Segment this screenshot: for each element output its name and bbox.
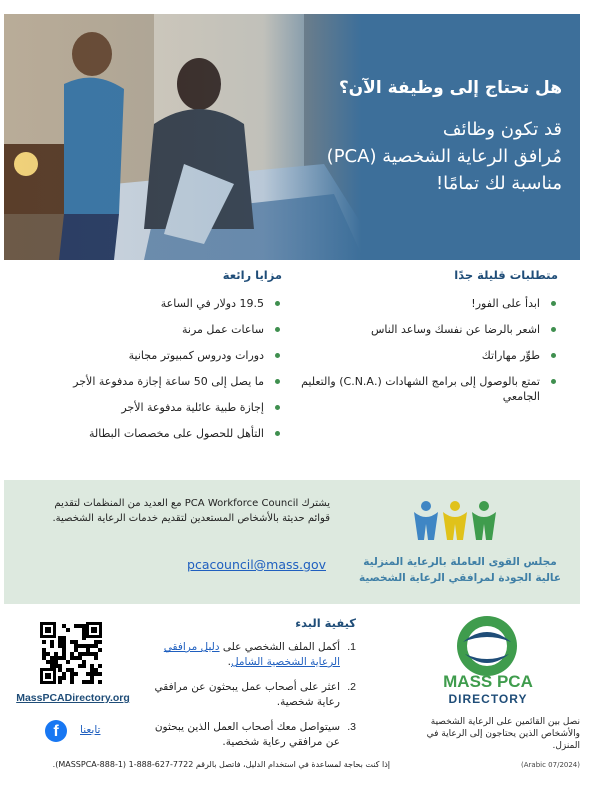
- requirement-item: [288, 296, 558, 311]
- council-name-line: مجلس القوى العاملة بالرعاية المنزلية: [363, 556, 557, 568]
- bullet-icon: [275, 431, 280, 436]
- bullet-icon: [275, 301, 280, 306]
- step-number: 1.: [347, 641, 356, 653]
- facebook-icon[interactable]: f: [45, 720, 67, 742]
- requirements-column: [288, 268, 558, 415]
- hero-body: [262, 116, 562, 197]
- benefits-column: [20, 268, 282, 452]
- bullet-icon: [551, 301, 556, 306]
- benefit-text: التأهل للحصول على مخصصات البطالة: [88, 427, 264, 440]
- council-email-link[interactable]: pcacouncil@mass.gov: [187, 557, 326, 572]
- benefit-text: ساعات عمل مرنة: [181, 323, 264, 336]
- requirement-text: تمتع بالوصول إلى برامج الشهادات (.C.N.A) والتعليم الجامعي: [301, 375, 540, 403]
- bullet-icon: [275, 379, 280, 384]
- bullet-icon: [275, 353, 280, 358]
- hero-line: قد تكون وظائف: [442, 119, 562, 140]
- step-item: [146, 720, 356, 750]
- mass-pca-tagline: نصل بين القائمين على الرعاية الشخصية والأشخاص الذين يحتاجون إلى الرعاية في المنزل.: [426, 717, 580, 751]
- benefit-item: [20, 400, 282, 415]
- directory-url-link[interactable]: MassPCADirectory.org: [16, 692, 130, 704]
- benefit-text: 19.5 دولار في الساعة: [160, 297, 264, 310]
- bullet-icon: [551, 327, 556, 332]
- step-text-end: .: [227, 656, 231, 668]
- requirement-text: طوِّر مهاراتك: [481, 349, 540, 362]
- benefit-text: ما يصل إلى 50 ساعة إجازة مدفوعة الأجر: [73, 375, 264, 388]
- requirement-item: [288, 348, 558, 363]
- version-code: (07/2024 Arabic): [521, 761, 580, 769]
- follow-us-link[interactable]: تابعنا: [80, 724, 101, 736]
- directory-link[interactable]: دليل مرافقي الرعاية الشخصية الشامل: [163, 641, 340, 668]
- requirement-item: [288, 374, 558, 404]
- requirement-item: [288, 322, 558, 337]
- bullet-icon: [275, 405, 280, 410]
- getting-started-heading: كيفية البدء: [295, 616, 356, 630]
- benefit-item: [20, 348, 282, 363]
- benefit-item: [20, 296, 282, 311]
- bullet-icon: [551, 379, 556, 384]
- step-number: 3.: [347, 721, 356, 733]
- requirements-heading: متطلبات قليلة جدًا: [454, 268, 558, 282]
- step-number: 2.: [347, 681, 356, 693]
- council-band: [4, 480, 580, 604]
- council-name-line: عالية الجودة لمرافقي الرعاية الشخصية: [358, 572, 562, 584]
- step-text: أكمل الملف الشخصي على: [219, 641, 340, 653]
- step-item: [146, 680, 356, 710]
- mass-pca-logo-icon: [441, 612, 533, 680]
- bullet-icon: [275, 327, 280, 332]
- step-text: سيتواصل معك أصحاب العمل الذين يبحثون عن مرافقي رعاية شخصية.: [154, 721, 340, 748]
- help-text: إذا كنت بحاجة لمساعدة في استخدام الدليل، فاتصل بالرقم 7722-627-888-1 (1-888-MASSPCA).: [52, 760, 390, 769]
- hero-text: [262, 78, 562, 197]
- benefits-heading: مزايا رائعة: [222, 268, 282, 282]
- hero-line: مُرافق الرعاية الشخصية (PCA): [326, 146, 562, 167]
- benefit-text: إجازة طبية عائلية مدفوعة الأجر: [121, 401, 264, 414]
- benefit-text: دورات ودروس كمبيوتر مجانية: [128, 349, 264, 362]
- benefit-item: [20, 374, 282, 389]
- getting-started: [146, 616, 356, 760]
- requirement-text: اشعر بالرضا عن نفسك وساعد الناس: [370, 323, 540, 336]
- step-text: اعثر على أصحاب عمل يبحثون عن مرافقي رعاية شخصية.: [154, 681, 340, 708]
- hero-title: هل تحتاج إلى وظيفة الآن؟: [338, 78, 562, 98]
- bullet-icon: [551, 353, 556, 358]
- council-description: يشترك PCA Workforce Council مع العديد من المنظمات لتقديم قوائم حديثة بالأشخاص المستعدين لتقديم خدمات الرعاية الشخصية.: [52, 498, 330, 524]
- hero-line: مناسبة لك تمامًا!: [435, 173, 562, 194]
- benefits-list: [20, 296, 282, 441]
- step-item: [146, 640, 356, 670]
- council-name: [352, 554, 568, 586]
- council-people-logo-icon: [412, 500, 498, 544]
- benefit-item: [20, 426, 282, 441]
- steps-list: [146, 640, 356, 750]
- requirements-and-benefits: [20, 268, 558, 478]
- mass-pca-subtitle: DIRECTORY: [448, 692, 528, 706]
- benefit-item: [20, 322, 282, 337]
- mass-pca-title: MASS PCA: [443, 672, 533, 691]
- qr-code-icon[interactable]: [40, 622, 102, 684]
- requirement-text: ابدأ على الفور!: [471, 297, 540, 310]
- requirements-list: [288, 296, 558, 404]
- hero-banner: [4, 14, 580, 260]
